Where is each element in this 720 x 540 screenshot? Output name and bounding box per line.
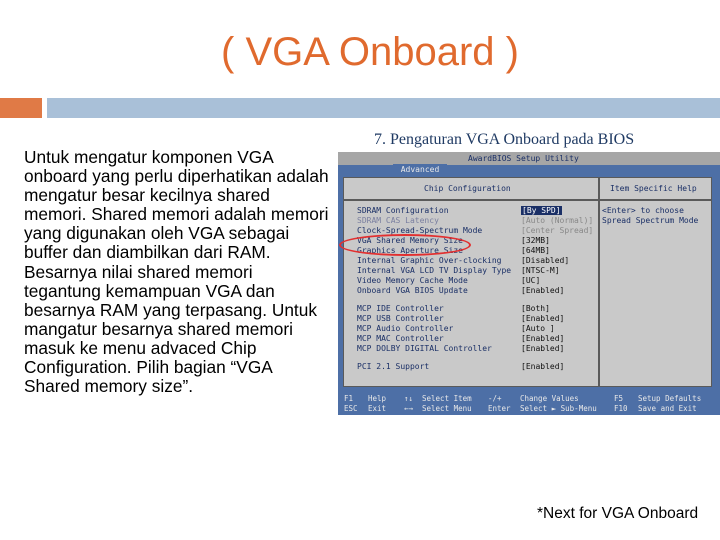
- bios-item-sdram-config[interactable]: SDRAM Configuration: [357, 206, 449, 215]
- key-plusminus: -/+: [488, 394, 502, 403]
- bios-item-mcp-mac[interactable]: MCP MAC Controller: [357, 334, 444, 343]
- bios-tab-advanced[interactable]: Advanced: [393, 164, 447, 176]
- body-paragraph: Untuk mengatur komponen VGA onboard yang perlu diperhatikan adalah mengatur besar kecilnya shared memori. Shared memori adalah memori yang digunakan oleh VGA sebagai buffer dan diambilkan dari RAM. Besarnya nilai shared memori tegantung kemampuan VGA dan besarnya RAM yang terpasang. Untuk mangatur besarnya shared memori masuk ke menu advaced Chip Configuration. Pilih bagian “VGA Shared memory size”.: [24, 147, 329, 397]
- highlight-circle: [339, 234, 471, 256]
- key-updown-label: Select Item: [422, 394, 472, 403]
- next-footnote: *Next for VGA Onboard: [537, 505, 699, 522]
- bios-panel: [343, 177, 712, 387]
- key-leftright-label: Select Menu: [422, 404, 472, 413]
- panel-divider-horizontal: [344, 199, 711, 201]
- bios-item-mcp-dolby[interactable]: MCP DOLBY DIGITAL Controller: [357, 344, 492, 353]
- bios-value-vga-bios-update[interactable]: [Enabled]: [521, 286, 565, 295]
- bios-key-legend: [338, 392, 720, 415]
- bios-item-vga-shared-memory[interactable]: VGA Shared Memory Size: [357, 236, 463, 245]
- accent-bar-blue: [47, 98, 720, 118]
- bios-value-mcp-audio[interactable]: [Auto ]: [521, 324, 555, 333]
- bios-value-graphic-overclock[interactable]: [Disabled]: [521, 256, 570, 265]
- bios-item-mcp-ide[interactable]: MCP IDE Controller: [357, 304, 444, 313]
- key-f10-label: Save and Exit: [638, 404, 697, 413]
- key-f1: F1: [344, 394, 354, 403]
- bios-value-mcp-ide[interactable]: [Both]: [521, 304, 550, 313]
- slide-title: ( VGA Onboard ): [221, 30, 519, 74]
- key-esc: ESC: [344, 404, 358, 413]
- bios-value-cas-latency[interactable]: [Auto (Normal)]: [521, 216, 594, 225]
- bios-item-cas-latency[interactable]: SDRAM CAS Latency: [357, 216, 439, 225]
- key-f10: F10: [614, 404, 628, 413]
- item-help-title: Item Specific Help: [610, 184, 697, 193]
- bios-value-mcp-usb[interactable]: [Enabled]: [521, 314, 565, 323]
- key-enter-label: Select ► Sub-Menu: [520, 404, 597, 413]
- bios-value-mcp-mac[interactable]: [Enabled]: [521, 334, 565, 343]
- bios-item-pci-support[interactable]: PCI 2.1 Support: [357, 362, 430, 371]
- bios-item-aperture-size[interactable]: Graphics Aperture Size: [357, 246, 463, 255]
- bios-item-mcp-audio[interactable]: MCP Audio Controller: [357, 324, 454, 333]
- chip-configuration-title: Chip Configuration: [424, 184, 511, 193]
- bios-value-spread-spectrum[interactable]: [Center Spread]: [521, 226, 594, 235]
- bios-screenshot: [338, 152, 720, 415]
- key-f1-label: Help: [368, 394, 387, 403]
- bios-value-video-cache[interactable]: [UC]: [521, 276, 541, 285]
- bios-item-mcp-usb[interactable]: MCP USB Controller: [357, 314, 444, 323]
- key-enter: Enter: [488, 404, 511, 413]
- bios-value-mcp-dolby[interactable]: [Enabled]: [521, 344, 565, 353]
- bios-value-aperture-size[interactable]: [64MB]: [521, 246, 550, 255]
- figure-caption: 7. Pengaturan VGA Onboard pada BIOS: [374, 131, 635, 148]
- bios-value-lcd-tv-type[interactable]: [NTSC-M]: [521, 266, 560, 275]
- bios-value-pci-support[interactable]: [Enabled]: [521, 362, 565, 371]
- item-help-text: <Enter> to choose Spread Spectrum Mode: [602, 206, 699, 225]
- bios-item-video-cache[interactable]: Video Memory Cache Mode: [357, 276, 468, 285]
- bios-header-title: AwardBIOS Setup Utility: [468, 154, 579, 163]
- bios-item-spread-spectrum[interactable]: Clock-Spread-Spectrum Mode: [357, 226, 483, 235]
- bios-item-vga-bios-update[interactable]: Onboard VGA BIOS Update: [357, 286, 468, 295]
- key-f5-label: Setup Defaults: [638, 394, 702, 403]
- bios-item-graphic-overclock[interactable]: Internal Graphic Over-clocking: [357, 256, 502, 265]
- bios-item-lcd-tv-type[interactable]: Internal VGA LCD TV Display Type: [357, 266, 512, 275]
- key-f5: F5: [614, 394, 624, 403]
- key-leftright: ←→: [404, 404, 414, 413]
- bios-value-vga-shared-memory[interactable]: [32MB]: [521, 236, 550, 245]
- bios-value-sdram-config[interactable]: [By SPD]: [522, 206, 561, 215]
- accent-bar-orange: [0, 98, 42, 118]
- panel-divider-vertical: [598, 178, 600, 386]
- key-esc-label: Exit: [368, 404, 387, 413]
- key-updown: ↑↓: [404, 394, 414, 403]
- key-plusminus-label: Change Values: [520, 394, 579, 403]
